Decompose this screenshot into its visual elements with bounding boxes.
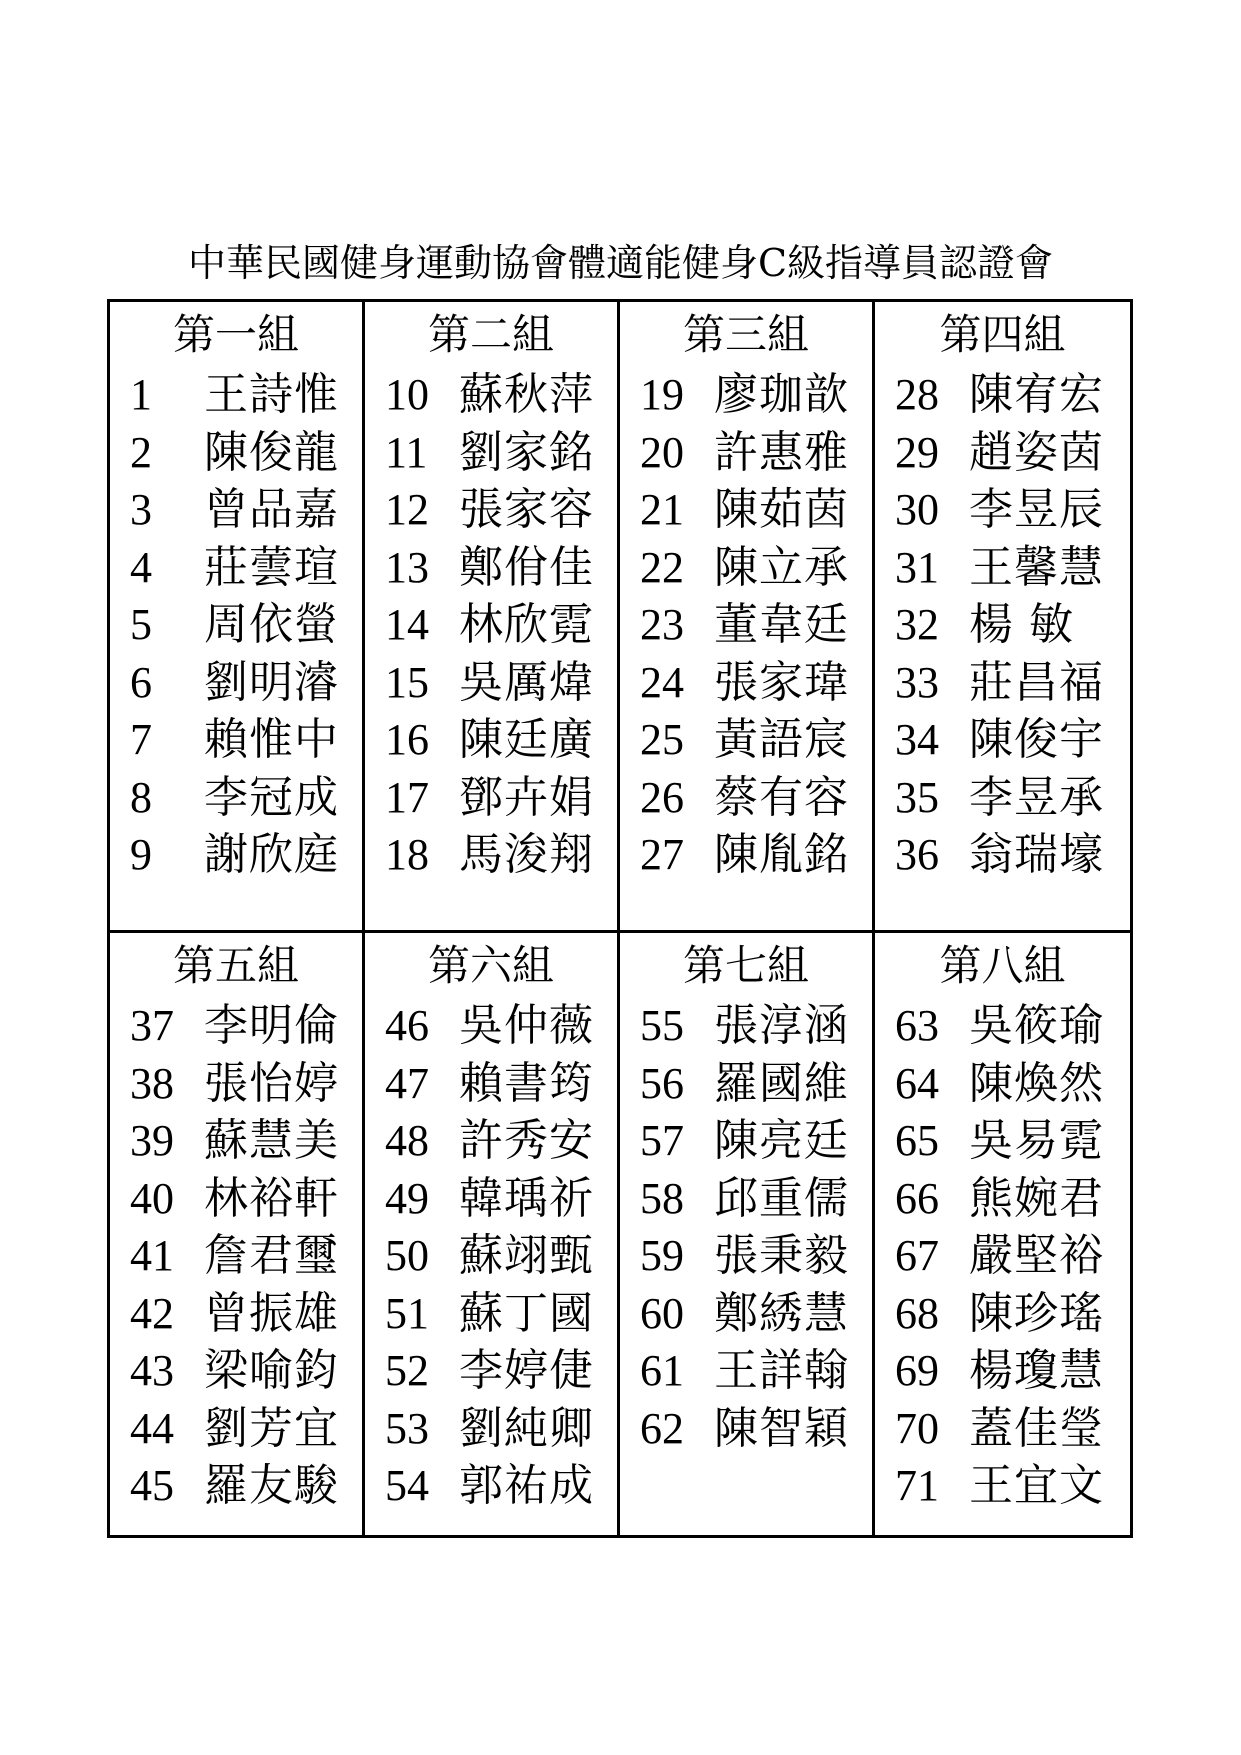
member-number: 10 <box>385 370 429 420</box>
member-row <box>110 1342 362 1400</box>
member-row <box>110 711 362 769</box>
member-row <box>875 711 1130 769</box>
member-number: 16 <box>385 715 429 765</box>
member-name: 陳廷廣 <box>459 714 594 766</box>
group-cell-3 <box>620 302 875 933</box>
member-row <box>365 1170 617 1228</box>
member-row <box>620 539 872 597</box>
member-row <box>875 1055 1130 1113</box>
member-row <box>365 596 617 654</box>
member-row <box>365 539 617 597</box>
member-name: 陳智穎 <box>714 1402 849 1454</box>
member-row <box>110 1227 362 1285</box>
member-number: 64 <box>895 1058 939 1108</box>
member-name: 王宜文 <box>969 1460 1104 1512</box>
member-name: 吳仲薇 <box>459 1000 594 1052</box>
member-name: 廖珈歆 <box>714 369 849 421</box>
group-title: 第二組 <box>427 310 554 359</box>
member-number: 31 <box>895 542 939 592</box>
member-name: 張家容 <box>459 484 594 536</box>
member-row <box>875 1457 1130 1515</box>
member-name: 蘇秋萍 <box>459 369 594 421</box>
member-number: 56 <box>640 1058 684 1108</box>
member-number: 15 <box>385 657 429 707</box>
member-list <box>110 366 362 884</box>
member-row <box>110 769 362 827</box>
group-title: 第四組 <box>939 310 1066 359</box>
member-number: 46 <box>385 1001 429 1051</box>
member-row <box>875 997 1130 1055</box>
member-name: 蘇丁國 <box>459 1287 594 1339</box>
member-number: 4 <box>130 542 152 592</box>
member-row <box>620 424 872 482</box>
member-name: 李明倫 <box>204 1000 339 1052</box>
group-cell-1 <box>110 302 365 933</box>
member-row <box>365 366 617 424</box>
member-number: 27 <box>640 830 684 880</box>
member-row <box>110 424 362 482</box>
member-name: 羅友駿 <box>204 1460 339 1512</box>
member-name: 許惠雅 <box>714 426 849 478</box>
member-number: 13 <box>385 542 429 592</box>
member-row <box>365 769 617 827</box>
member-name: 陳立承 <box>714 541 849 593</box>
member-number: 70 <box>895 1403 939 1453</box>
member-name: 嚴堅裕 <box>969 1230 1104 1282</box>
member-name: 董韋廷 <box>714 599 849 651</box>
member-number: 50 <box>385 1231 429 1281</box>
member-name: 邱重儒 <box>714 1172 849 1224</box>
member-number: 41 <box>130 1231 174 1281</box>
member-row <box>620 826 872 884</box>
member-row <box>110 1457 362 1515</box>
member-number: 54 <box>385 1461 429 1511</box>
member-row <box>110 997 362 1055</box>
member-row <box>110 826 362 884</box>
member-number: 69 <box>895 1346 939 1396</box>
member-name: 張家瑋 <box>714 656 849 708</box>
member-row <box>620 481 872 539</box>
member-name: 陳茹茵 <box>714 484 849 536</box>
group-cell-4 <box>875 302 1130 933</box>
member-name: 曾品嘉 <box>204 484 339 536</box>
member-name: 翁瑞壕 <box>969 829 1104 881</box>
member-number: 36 <box>895 830 939 880</box>
member-number: 58 <box>640 1173 684 1223</box>
member-row <box>620 596 872 654</box>
member-number: 6 <box>130 657 152 707</box>
member-name: 楊 敏 <box>969 599 1074 651</box>
member-row <box>620 997 872 1055</box>
member-number: 28 <box>895 370 939 420</box>
member-name: 劉家銘 <box>459 426 594 478</box>
member-number: 12 <box>385 485 429 535</box>
member-row <box>110 654 362 712</box>
member-row <box>875 654 1130 712</box>
member-row <box>365 1112 617 1170</box>
member-number: 2 <box>130 427 152 477</box>
member-name: 王馨慧 <box>969 541 1104 593</box>
member-row <box>110 1112 362 1170</box>
member-name: 馬浚翔 <box>459 829 594 881</box>
member-name: 林欣霓 <box>459 599 594 651</box>
member-name: 陳珍瑤 <box>969 1287 1104 1339</box>
member-row <box>875 481 1130 539</box>
member-number: 26 <box>640 772 684 822</box>
member-name: 李昱承 <box>969 771 1104 823</box>
member-name: 賴惟中 <box>204 714 339 766</box>
group-cell-6 <box>365 933 620 1535</box>
member-number: 66 <box>895 1173 939 1223</box>
member-number: 22 <box>640 542 684 592</box>
member-row <box>620 1227 872 1285</box>
member-row <box>875 769 1130 827</box>
member-number: 20 <box>640 427 684 477</box>
member-number: 40 <box>130 1173 174 1223</box>
member-number: 1 <box>130 370 152 420</box>
member-name: 吳筱瑜 <box>969 1000 1104 1052</box>
member-name: 蘇翊甄 <box>459 1230 594 1282</box>
member-row <box>875 826 1130 884</box>
member-number: 8 <box>130 772 152 822</box>
member-row <box>110 1170 362 1228</box>
member-name: 蔡有容 <box>714 771 849 823</box>
member-number: 39 <box>130 1116 174 1166</box>
member-row <box>875 366 1130 424</box>
member-name: 莊蕓瑄 <box>204 541 339 593</box>
member-name: 吳易霓 <box>969 1115 1104 1167</box>
member-row <box>875 1227 1130 1285</box>
member-name: 鄭佾佳 <box>459 541 594 593</box>
member-list <box>365 366 617 884</box>
member-number: 71 <box>895 1461 939 1511</box>
member-list <box>875 366 1130 884</box>
member-name: 李冠成 <box>204 771 339 823</box>
member-name: 蘇慧美 <box>204 1115 339 1167</box>
member-row <box>365 481 617 539</box>
group-cell-7 <box>620 933 875 1535</box>
member-number: 63 <box>895 1001 939 1051</box>
member-name: 劉芳宜 <box>204 1402 339 1454</box>
member-row <box>875 539 1130 597</box>
member-name: 黃語宸 <box>714 714 849 766</box>
member-row <box>875 1170 1130 1228</box>
member-row <box>110 1285 362 1343</box>
member-row <box>875 1285 1130 1343</box>
group-title: 第八組 <box>939 941 1066 990</box>
member-number: 45 <box>130 1461 174 1511</box>
group-title: 第五組 <box>172 941 299 990</box>
member-row <box>365 654 617 712</box>
member-number: 51 <box>385 1288 429 1338</box>
member-name: 周依螢 <box>204 599 339 651</box>
member-row <box>110 366 362 424</box>
member-name: 詹君璽 <box>204 1230 339 1282</box>
member-row <box>110 481 362 539</box>
member-name: 鄭綉慧 <box>714 1287 849 1339</box>
member-name: 韓瑀祈 <box>459 1172 594 1224</box>
member-name: 李昱辰 <box>969 484 1104 536</box>
member-row <box>620 1170 872 1228</box>
member-name: 郭祐成 <box>459 1460 594 1512</box>
member-name: 陳俊宇 <box>969 714 1104 766</box>
member-name: 陳亮廷 <box>714 1115 849 1167</box>
group-roster-table <box>107 299 1133 1538</box>
member-number: 5 <box>130 600 152 650</box>
member-name: 熊婉君 <box>969 1172 1104 1224</box>
member-number: 34 <box>895 715 939 765</box>
member-row <box>110 1055 362 1113</box>
member-name: 梁喻鈞 <box>204 1345 339 1397</box>
member-row <box>365 1342 617 1400</box>
member-number: 35 <box>895 772 939 822</box>
member-number: 24 <box>640 657 684 707</box>
member-name: 張秉毅 <box>714 1230 849 1282</box>
member-row <box>620 769 872 827</box>
member-row <box>365 997 617 1055</box>
member-number: 68 <box>895 1288 939 1338</box>
member-name: 王詩惟 <box>204 369 339 421</box>
member-row <box>365 1285 617 1343</box>
group-title: 第三組 <box>682 310 809 359</box>
member-row <box>875 424 1130 482</box>
member-row <box>365 1400 617 1458</box>
member-number: 32 <box>895 600 939 650</box>
member-row <box>365 711 617 769</box>
member-number: 67 <box>895 1231 939 1281</box>
member-name: 羅國維 <box>714 1057 849 1109</box>
member-number: 43 <box>130 1346 174 1396</box>
member-number: 11 <box>385 427 428 477</box>
member-number: 23 <box>640 600 684 650</box>
member-list <box>620 997 872 1457</box>
member-number: 52 <box>385 1346 429 1396</box>
member-name: 許秀安 <box>459 1115 594 1167</box>
member-row <box>620 654 872 712</box>
member-name: 楊瓊慧 <box>969 1345 1104 1397</box>
member-row <box>620 366 872 424</box>
member-list <box>620 366 872 884</box>
member-number: 19 <box>640 370 684 420</box>
member-row <box>620 1342 872 1400</box>
member-name: 鄧卉娟 <box>459 771 594 823</box>
member-row <box>365 1055 617 1113</box>
member-row <box>620 1400 872 1458</box>
member-number: 17 <box>385 772 429 822</box>
member-name: 張怡婷 <box>204 1057 339 1109</box>
member-number: 59 <box>640 1231 684 1281</box>
member-number: 47 <box>385 1058 429 1108</box>
member-name: 劉明濬 <box>204 656 339 708</box>
member-number: 25 <box>640 715 684 765</box>
group-title: 第一組 <box>172 310 299 359</box>
member-name: 陳胤銘 <box>714 829 849 881</box>
member-list <box>365 997 617 1515</box>
member-row <box>365 424 617 482</box>
member-number: 9 <box>130 830 152 880</box>
member-row <box>875 1112 1130 1170</box>
member-name: 陳煥然 <box>969 1057 1104 1109</box>
member-row <box>875 1400 1130 1458</box>
member-number: 18 <box>385 830 429 880</box>
member-number: 3 <box>130 485 152 535</box>
member-row <box>110 1400 362 1458</box>
member-row <box>365 826 617 884</box>
member-name: 趙姿茵 <box>969 426 1104 478</box>
document-title: 中華民國健身運動協會體適能健身C級指導員認證會 <box>187 241 1054 285</box>
member-number: 30 <box>895 485 939 535</box>
member-row <box>110 539 362 597</box>
member-number: 21 <box>640 485 684 535</box>
member-number: 29 <box>895 427 939 477</box>
member-number: 60 <box>640 1288 684 1338</box>
member-number: 55 <box>640 1001 684 1051</box>
member-number: 48 <box>385 1116 429 1166</box>
member-row <box>875 596 1130 654</box>
member-name: 曾振雄 <box>204 1287 339 1339</box>
member-name: 莊昌福 <box>969 656 1104 708</box>
member-number: 14 <box>385 600 429 650</box>
member-name: 謝欣庭 <box>204 829 339 881</box>
member-number: 57 <box>640 1116 684 1166</box>
member-name: 賴書筠 <box>459 1057 594 1109</box>
group-cell-2 <box>365 302 620 933</box>
group-cell-8 <box>875 933 1130 1535</box>
member-name: 吳厲煒 <box>459 656 594 708</box>
member-name: 蓋佳瑩 <box>969 1402 1104 1454</box>
member-number: 49 <box>385 1173 429 1223</box>
member-row <box>620 1055 872 1113</box>
member-row <box>110 596 362 654</box>
member-row <box>620 1285 872 1343</box>
member-list <box>110 997 362 1515</box>
member-row <box>365 1457 617 1515</box>
group-title: 第六組 <box>427 941 554 990</box>
member-number: 42 <box>130 1288 174 1338</box>
member-row <box>620 1112 872 1170</box>
member-row <box>365 1227 617 1285</box>
member-name: 劉純卿 <box>459 1402 594 1454</box>
member-row <box>875 1342 1130 1400</box>
member-number: 53 <box>385 1403 429 1453</box>
member-name: 陳俊龍 <box>204 426 339 478</box>
member-number: 62 <box>640 1403 684 1453</box>
group-cell-5 <box>110 933 365 1535</box>
member-number: 37 <box>130 1001 174 1051</box>
member-number: 61 <box>640 1346 684 1396</box>
member-name: 陳宥宏 <box>969 369 1104 421</box>
member-list <box>875 997 1130 1515</box>
member-name: 林裕軒 <box>204 1172 339 1224</box>
member-number: 65 <box>895 1116 939 1166</box>
member-number: 7 <box>130 715 152 765</box>
member-name: 李婷倢 <box>459 1345 594 1397</box>
member-row <box>620 711 872 769</box>
group-title: 第七組 <box>682 941 809 990</box>
member-number: 33 <box>895 657 939 707</box>
member-name: 張淳涵 <box>714 1000 849 1052</box>
member-number: 38 <box>130 1058 174 1108</box>
member-name: 王詳翰 <box>714 1345 849 1397</box>
member-number: 44 <box>130 1403 174 1453</box>
